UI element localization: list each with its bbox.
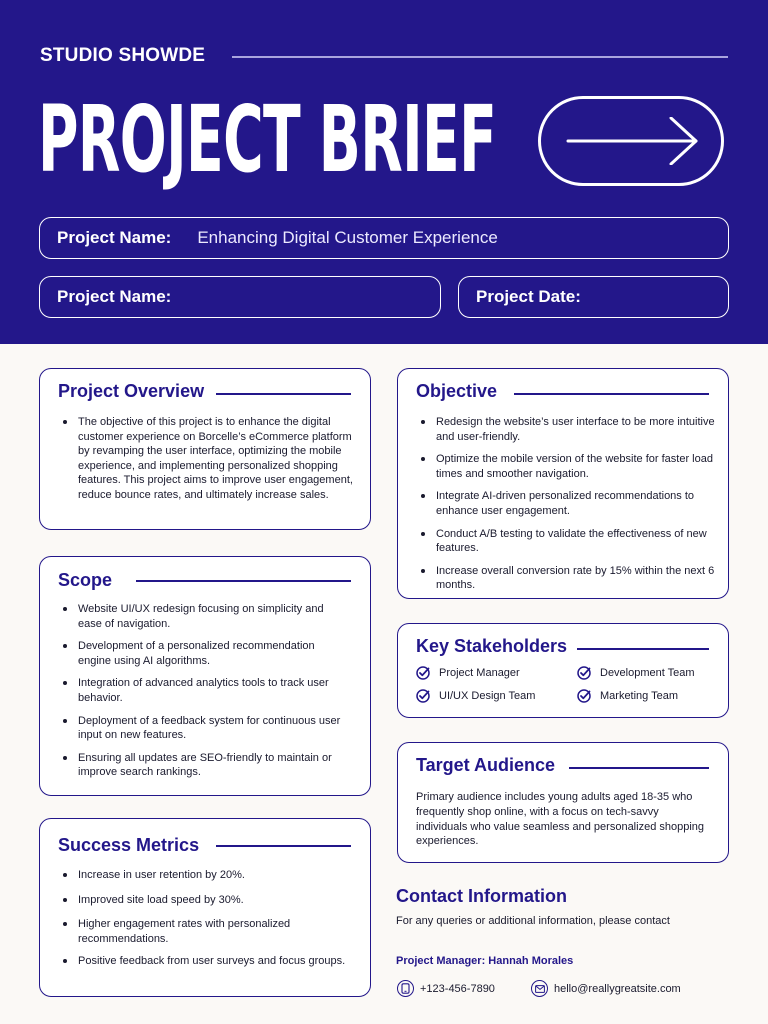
section-divider bbox=[216, 393, 351, 395]
target-audience-title: Target Audience bbox=[416, 755, 556, 775]
list-item: Increase overall conversion rate by 15% within the next 6 months. bbox=[418, 564, 716, 593]
scope-list bbox=[60, 602, 350, 788]
project-date-field[interactable] bbox=[458, 276, 729, 318]
section-divider bbox=[216, 845, 351, 847]
studio-name: STUDIO SHOWDE bbox=[40, 45, 206, 66]
list-item: Improved site load speed by 30%. bbox=[60, 893, 350, 908]
project-overview-title: Project Overview bbox=[58, 381, 205, 401]
header-divider bbox=[232, 56, 728, 58]
project-name-field-2[interactable] bbox=[39, 276, 441, 318]
check-circle-icon bbox=[577, 666, 591, 680]
check-circle-icon bbox=[416, 666, 430, 680]
list-item: Deployment of a feedback system for continuous user input on new features. bbox=[60, 714, 350, 743]
stakeholder-label: Project Manager bbox=[439, 667, 520, 679]
list-item: Development of a personalized recommendation engine using AI algorithms. bbox=[60, 639, 350, 668]
success-metrics-card bbox=[39, 818, 371, 997]
phone-icon bbox=[397, 980, 414, 997]
arrow-button[interactable] bbox=[538, 96, 724, 186]
check-circle-icon bbox=[416, 689, 430, 703]
stakeholder-item bbox=[416, 666, 520, 680]
list-item: Positive feedback from user surveys and focus groups. bbox=[60, 954, 350, 969]
list-item: The objective of this project is to enhance the digital customer experience on Borcelle’s eCommerce platform by revamping the user interface, optimizing the mobile experience, and implementing personalized shopping features. This project aims to improve user engagement, reduce bounce rates, and ultimately increase sales. bbox=[60, 415, 358, 503]
stakeholder-item bbox=[577, 689, 678, 703]
project-overview-card bbox=[39, 368, 371, 530]
list-item: Conduct A/B testing to validate the effectiveness of new features. bbox=[418, 527, 716, 556]
objective-card bbox=[397, 368, 729, 599]
success-metrics-title: Success Metrics bbox=[58, 835, 200, 855]
stakeholder-item bbox=[416, 689, 535, 703]
project-date-label: Project Date: bbox=[476, 287, 581, 306]
list-item: Redesign the website’s user interface to be more intuitive and user-friendly. bbox=[418, 415, 716, 444]
objective-title: Objective bbox=[416, 381, 498, 401]
header-banner bbox=[0, 0, 768, 344]
list-item: Optimize the mobile version of the website for faster load times and smoother navigation. bbox=[418, 452, 716, 481]
target-audience-text: Primary audience includes young adults aged 18-35 who frequently shop online, with a focus on tech-savvy individuals who value seamless and personalized shopping experiences. bbox=[416, 791, 705, 848]
objective-list bbox=[418, 415, 716, 601]
email-contact[interactable] bbox=[531, 980, 681, 997]
check-circle-icon bbox=[577, 689, 591, 703]
overview-list bbox=[60, 415, 358, 511]
project-name-field[interactable] bbox=[39, 217, 729, 259]
contact-title: Contact Information bbox=[396, 886, 567, 906]
list-item: Integrate AI-driven personalized recommendations to enhance user engagement. bbox=[418, 489, 716, 518]
key-stakeholders-title: Key Stakeholders bbox=[416, 636, 568, 656]
list-item: Higher engagement rates with personalized recommendations. bbox=[60, 917, 350, 946]
list-item: Ensuring all updates are SEO-friendly to maintain or improve search rankings. bbox=[60, 751, 350, 780]
list-item: Increase in user retention by 20%. bbox=[60, 868, 350, 883]
project-manager: Project Manager: Hannah Morales bbox=[396, 955, 574, 967]
arrow-right-icon bbox=[565, 117, 699, 165]
stakeholder-label: Marketing Team bbox=[600, 690, 679, 702]
section-divider bbox=[136, 580, 351, 582]
list-item: Integration of advanced analytics tools to track user behavior. bbox=[60, 676, 350, 705]
stakeholder-label: Development Team bbox=[600, 667, 695, 679]
scope-title: Scope bbox=[58, 570, 113, 590]
project-name-label: Project Name: bbox=[57, 228, 172, 247]
phone-contact[interactable] bbox=[397, 980, 495, 997]
page-title: PROJECT BRIEF bbox=[38, 86, 497, 193]
key-stakeholders-card bbox=[397, 623, 729, 718]
section-divider bbox=[514, 393, 709, 395]
email-address: hello@reallygreatsite.com bbox=[554, 982, 681, 995]
project-name-value: Enhancing Digital Customer Experience bbox=[197, 228, 498, 247]
project-name-label-2: Project Name: bbox=[57, 287, 172, 306]
phone-number: +123-456-7890 bbox=[420, 982, 495, 995]
contact-text: For any queries or additional information, please contact bbox=[396, 915, 670, 927]
section-divider bbox=[577, 648, 709, 650]
section-divider bbox=[569, 767, 709, 769]
mail-icon bbox=[531, 980, 548, 997]
stakeholder-label: UI/UX Design Team bbox=[439, 690, 536, 702]
metrics-list bbox=[60, 868, 350, 977]
target-audience-card bbox=[397, 742, 729, 863]
stakeholder-item bbox=[577, 666, 695, 680]
scope-card bbox=[39, 556, 371, 796]
list-item: Website UI/UX redesign focusing on simplicity and ease of navigation. bbox=[60, 602, 350, 631]
